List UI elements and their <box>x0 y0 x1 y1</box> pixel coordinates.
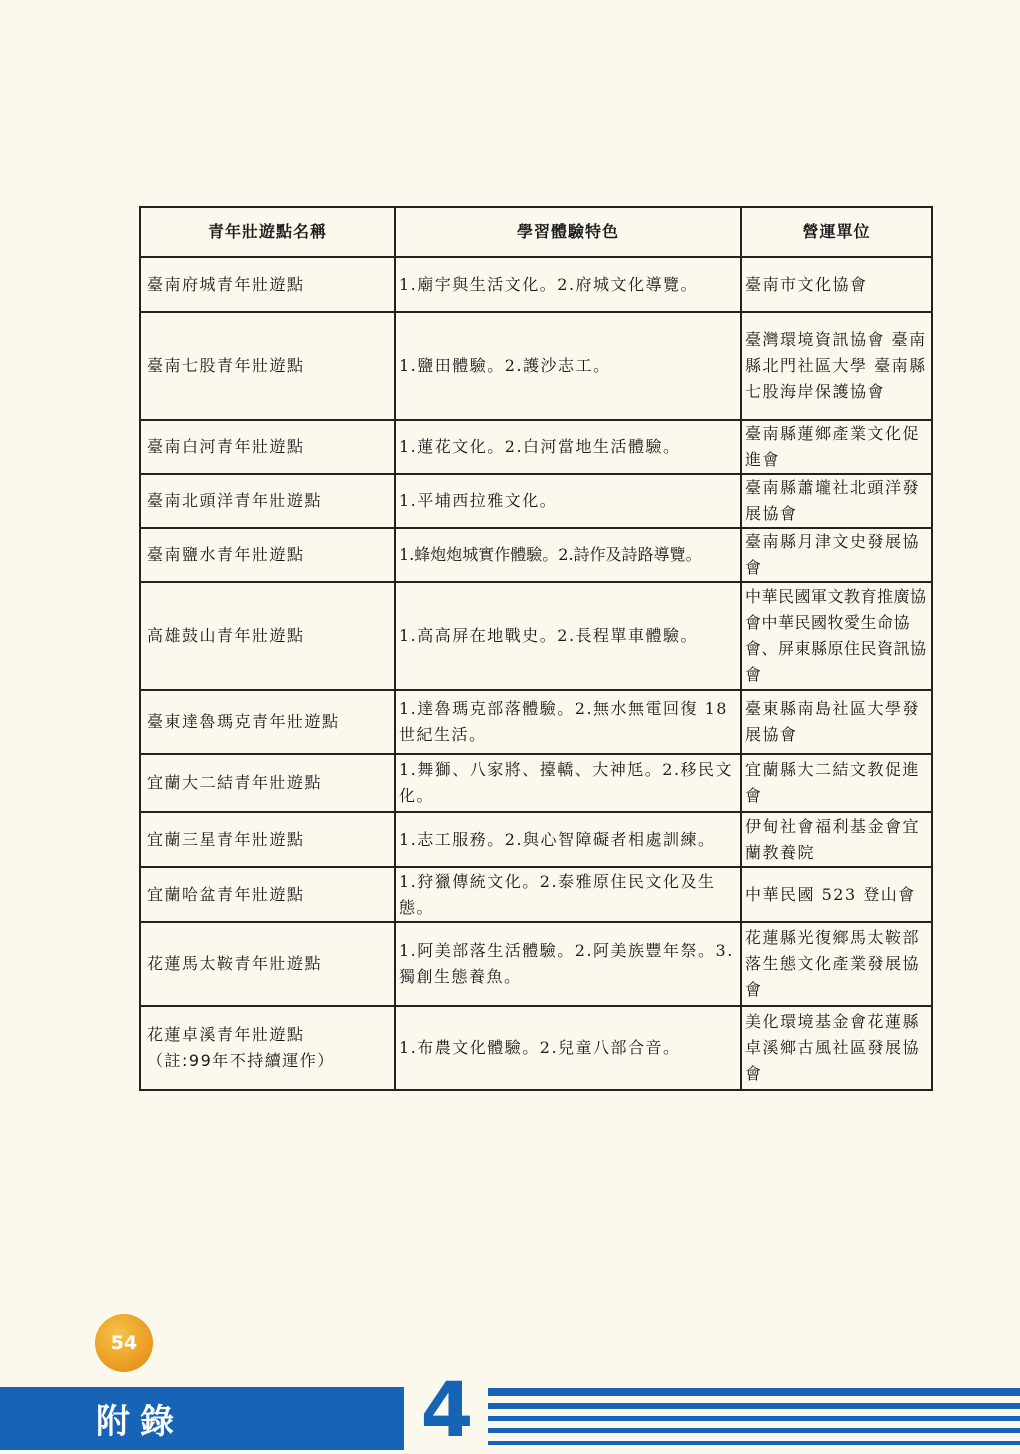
cell-point-name: 臺南白河青年壯遊點 <box>140 420 395 474</box>
cell-point-name: 宜蘭大二結青年壯遊點 <box>140 754 395 812</box>
cell-point-name: 宜蘭哈盆青年壯遊點 <box>140 867 395 922</box>
table-header-row <box>140 207 932 257</box>
decorative-stripe <box>488 1388 1020 1396</box>
page-number-badge: 54 <box>95 1314 153 1372</box>
cell-operator: 臺灣環境資訊協會 臺南縣北門社區大學 臺南縣七股海岸保護協會 <box>741 312 932 420</box>
cell-point-name: 臺南北頭洋青年壯遊點 <box>140 474 395 528</box>
table-row <box>140 922 932 1006</box>
cell-operator: 臺南縣蕭壠社北頭洋發展協會 <box>741 474 932 528</box>
appendix-label: 附錄 <box>96 1402 184 1442</box>
header-operator: 營運單位 <box>741 207 932 257</box>
cell-features: 1.布農文化體驗。2.兒童八部合音。 <box>395 1006 741 1090</box>
cell-features: 1.廟宇與生活文化。2.府城文化導覽。 <box>395 257 741 312</box>
cell-point-name: 臺南七股青年壯遊點 <box>140 312 395 420</box>
cell-features: 1.平埔西拉雅文化。 <box>395 474 741 528</box>
cell-features: 1.舞獅、八家將、擡轎、大神尪。2.移民文化。 <box>395 754 741 812</box>
cell-operator: 臺南市文化協會 <box>741 257 932 312</box>
header-features: 學習體驗特色 <box>395 207 741 257</box>
youth-travel-points-table <box>139 206 933 1091</box>
table-row <box>140 312 932 420</box>
table-row <box>140 754 932 812</box>
cell-operator: 花蓮縣光復鄉馬太鞍部落生態文化產業發展協會 <box>741 922 932 1006</box>
cell-features: 1.蜂炮炮城實作體驗。2.詩作及詩路導覽。 <box>395 528 741 582</box>
cell-point-name: 高雄鼓山青年壯遊點 <box>140 582 395 690</box>
table-row <box>140 528 932 582</box>
cell-point-name: 花蓮馬太鞍青年壯遊點 <box>140 922 395 1006</box>
cell-point-name: 臺東達魯瑪克青年壯遊點 <box>140 690 395 754</box>
appendix-footer-bar <box>0 1387 404 1450</box>
cell-features: 1.達魯瑪克部落體驗。2.無水無電回復 18 世紀生活。 <box>395 690 741 754</box>
cell-operator: 宜蘭縣大二結文教促進會 <box>741 754 932 812</box>
cell-features: 1.蓮花文化。2.白河當地生活體驗。 <box>395 420 741 474</box>
cell-operator: 臺東縣南島社區大學發展協會 <box>741 690 932 754</box>
table-row <box>140 257 932 312</box>
cell-point-name: 臺南鹽水青年壯遊點 <box>140 528 395 582</box>
table-row <box>140 1006 932 1090</box>
chapter-number: 4 <box>420 1365 474 1454</box>
table-row <box>140 582 932 690</box>
table-row <box>140 690 932 754</box>
cell-operator: 中華民國 523 登山會 <box>741 867 932 922</box>
cell-operator: 中華民國軍文教育推廣協會中華民國牧愛生命協會、屏東縣原住民資訊協會 <box>741 582 932 690</box>
cell-operator: 美化環境基金會花蓮縣卓溪鄉古風社區發展協會 <box>741 1006 932 1090</box>
table-row <box>140 474 932 528</box>
table-row <box>140 867 932 922</box>
cell-operator: 臺南縣月津文史發展協會 <box>741 528 932 582</box>
appendix-table-container <box>139 206 931 1091</box>
decorative-stripe <box>488 1441 1020 1445</box>
cell-features: 1.高高屏在地戰史。2.長程單車體驗。 <box>395 582 741 690</box>
cell-point-name-with-note <box>140 1006 395 1090</box>
cell-point-name: 宜蘭三星青年壯遊點 <box>140 812 395 867</box>
decorative-stripe <box>488 1403 1020 1409</box>
cell-features: 1.狩獵傳統文化。2.泰雅原住民文化及生態。 <box>395 867 741 922</box>
cell-point-name: 臺南府城青年壯遊點 <box>140 257 395 312</box>
cell-operator: 臺南縣蓮鄉產業文化促進會 <box>741 420 932 474</box>
decorative-stripe <box>488 1416 1020 1421</box>
point-name: 花蓮卓溪青年壯遊點 <box>147 1025 305 1044</box>
decorative-stripe <box>488 1428 1020 1433</box>
header-point-name: 青年壯遊點名稱 <box>140 207 395 257</box>
table-row <box>140 812 932 867</box>
table-row <box>140 420 932 474</box>
cell-features: 1.志工服務。2.與心智障礙者相處訓練。 <box>395 812 741 867</box>
cell-features: 1.阿美部落生活體驗。2.阿美族豐年祭。3.獨創生態養魚。 <box>395 922 741 1006</box>
cell-features: 1.鹽田體驗。2.護沙志工。 <box>395 312 741 420</box>
operation-note: （註:99年不持續運作） <box>147 1051 335 1070</box>
cell-operator: 伊甸社會福利基金會宜蘭教養院 <box>741 812 932 867</box>
